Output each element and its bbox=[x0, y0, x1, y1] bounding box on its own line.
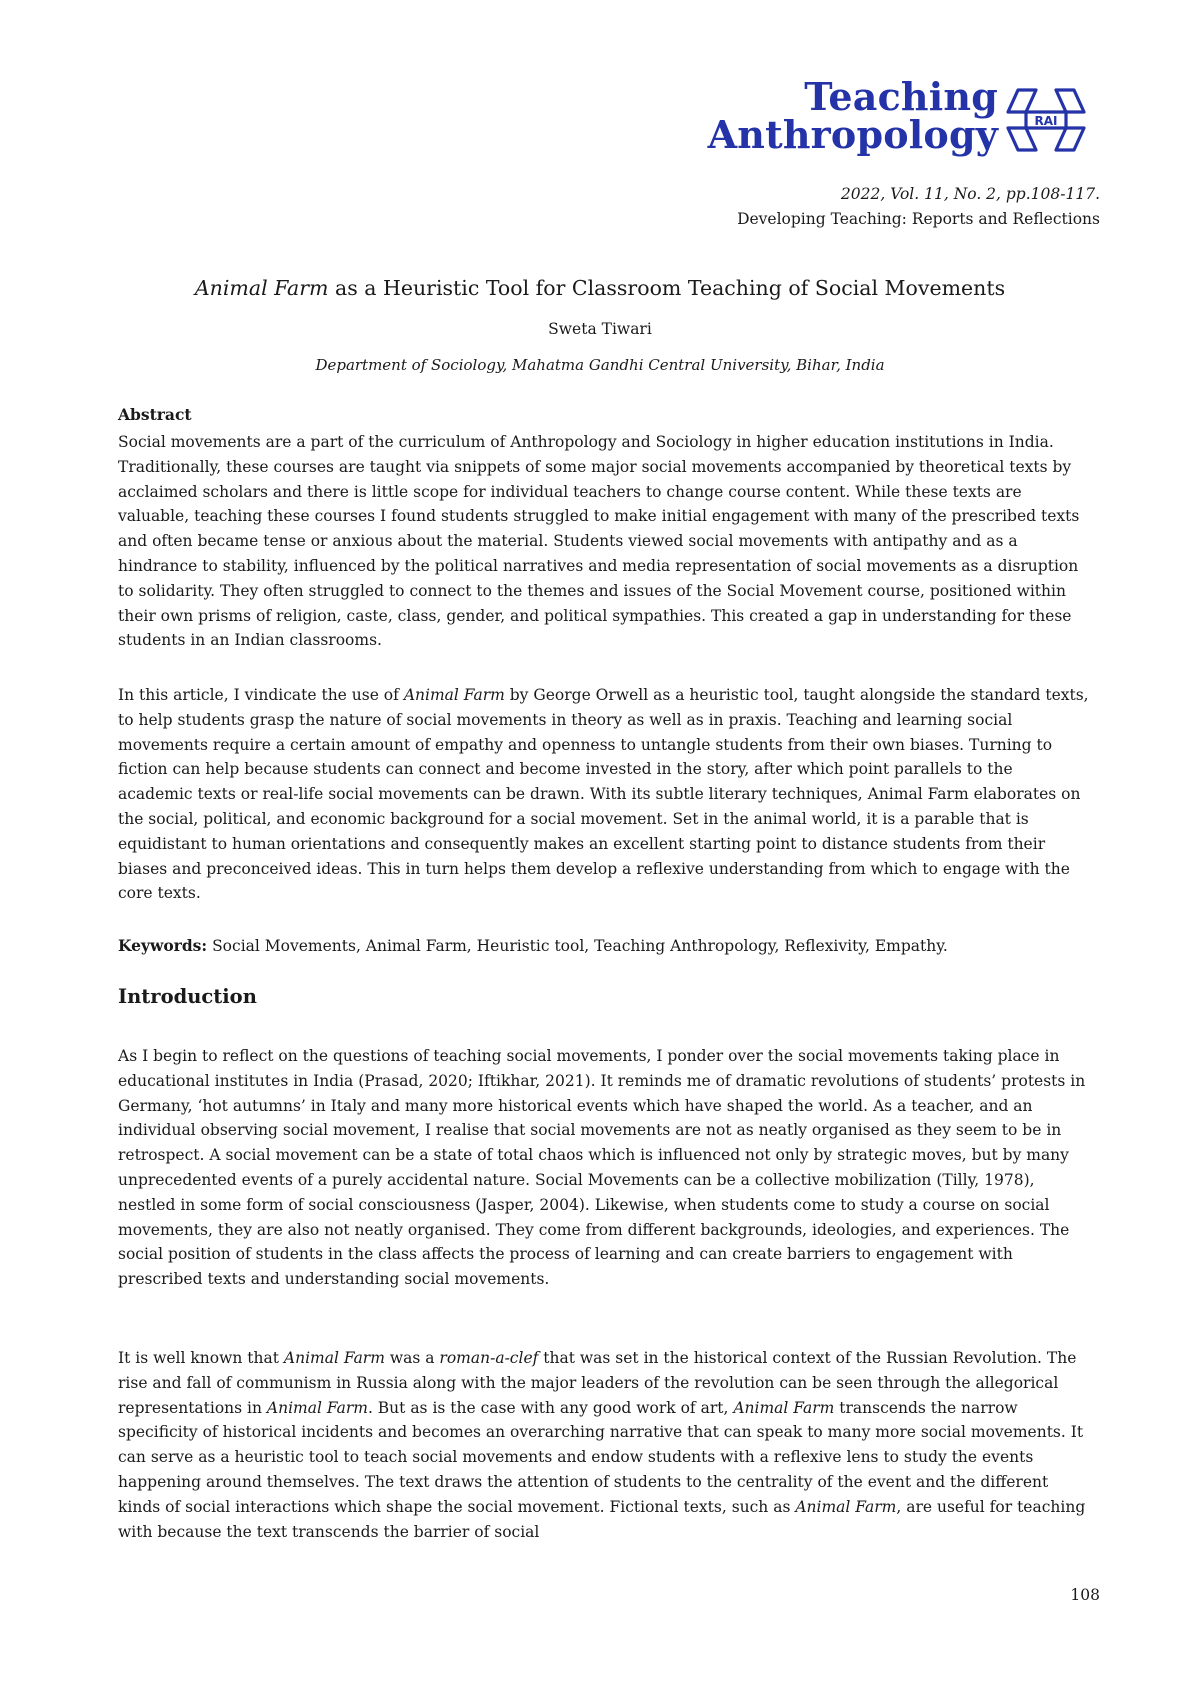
journal-logo bbox=[660, 74, 1100, 164]
keywords-line bbox=[118, 936, 1092, 955]
intro-p2-italic-1: Animal Farm bbox=[283, 1349, 385, 1367]
keywords-text: Social Movements, Animal Farm, Heuristic tool, Teaching Anthropology, Reflexivity, Empathy. bbox=[207, 937, 948, 955]
abstract-p2-italic-title: Animal Farm bbox=[403, 686, 505, 704]
title-rest: as a Heuristic Tool for Classroom Teaching of Social Movements bbox=[328, 276, 1006, 300]
intro-p2-italic-3: Animal Farm bbox=[266, 1398, 368, 1417]
logo-rai-text: RAI bbox=[1034, 114, 1058, 128]
intro-p2-part-g: . But as is the case with any good work of art, bbox=[367, 1398, 734, 1417]
abstract-paragraph-2 bbox=[118, 683, 1092, 906]
intro-p2-italic-4: Animal Farm bbox=[733, 1398, 835, 1417]
intro-p2-part-a: It is well known that bbox=[118, 1349, 284, 1367]
title-italic-part: Animal Farm bbox=[194, 276, 329, 300]
abstract-heading: Abstract bbox=[118, 405, 192, 424]
intro-p2-text bbox=[118, 1346, 1092, 1544]
abstract-p1-text: Social movements are a part of the curriculum of Anthropology and Sociology in higher education institutions in India. Traditionally, these courses are taught via snippets of some major social movements accompanied by theoretical texts by acclaimed scholars and there is little scope for individual teachers to change course content. While these texts are valuable, teaching these courses I found students struggled to make initial engagement with many of the prescribed texts and often became tense or anxious about the material. Students viewed social movements with antipathy and as a hindrance to stability, influenced by the political narratives and media representation of social movements as a disruption to solidarity. They often struggled to connect to the themes and issues of the Social Movement course, positioned within their own prisms of religion, caste, class, gender, and political sympathies. This created a gap in understanding for these students in an Indian classrooms. bbox=[118, 433, 1080, 650]
journal-name-line1: Teaching bbox=[804, 74, 998, 119]
journal-name-line2: Anthropology bbox=[707, 112, 998, 157]
intro-paragraph-2 bbox=[118, 1346, 1092, 1544]
citation-block bbox=[737, 182, 1100, 232]
page-number: 108 bbox=[1070, 1586, 1100, 1604]
intro-paragraph-1 bbox=[118, 1044, 1092, 1292]
intro-p2-part-e: that was set in the historical context of the Russian Revolution. The rise and fall of communism in Russia along with the major leaders of the revolution can be seen through the allegorical representations in bbox=[118, 1349, 1077, 1417]
author-name: Sweta Tiwari bbox=[548, 320, 652, 338]
intro-p2-italic-5: Animal Farm bbox=[795, 1497, 897, 1516]
intro-p1-text: As I begin to reflect on the questions of teaching social movements, I ponder over the social movements taking place in educational institutes in India (Prasad, 2020; Iftikhar, 2021). It reminds me of dramatic revolutions of students’ protests in Germany, ‘hot autumns’ in Italy and many more historical events which have shaped the world. As a teacher, and an individual observing social movement, I realise that social movements are not as neatly organised as they seem to be in retrospect. A social movement can be a state of total chaos which is influenced not only by strategic moves, but by many unprecedented events of a purely accidental nature. Social Movements can be a collective mobilization (Tilly, 1978), nestled in some form of social consciousness (Jasper, 2004). Likewise, when students come to study a course on social movements, they are also not neatly organised. They come from different backgrounds, ideologies, and experiences. The social position of students in the class affects the process of learning and can create barriers to engagement with prescribed texts and understanding social movements. bbox=[118, 1047, 1086, 1289]
article-title bbox=[100, 276, 1100, 300]
intro-p2-part-i: transcends the narrow specificity of historical incidents and becomes an overarching narrative that can speak to many more social movements. It can serve as a heuristic tool to teach social movements and endow students with a reflexive lens to study the events happening around themselves. The text draws the attention of students to the centrality of the event and the different kinds of social interactions which shape the social movement. Fictional texts, such as bbox=[118, 1398, 1084, 1516]
citation-section: Developing Teaching: Reports and Reflections bbox=[737, 210, 1100, 228]
abstract-paragraph-1 bbox=[118, 430, 1092, 653]
rai-logo-icon bbox=[1002, 82, 1090, 158]
author-affiliation: Department of Sociology, Mahatma Gandhi Central University, Bihar, India bbox=[315, 356, 885, 374]
journal-name bbox=[707, 74, 998, 157]
abstract-p2-text bbox=[118, 683, 1092, 906]
abstract-p2-part-c: by George Orwell as a heuristic tool, taught alongside the standard texts, to help students grasp the nature of social movements in theory as well as in praxis. Teaching and learning social movements require a certain amount of empathy and openness to untangle students from their own biases. Turning to fiction can help because students can connect and become invested in the story, after which point parallels to the academic texts or real-life social movements can be drawn. With its subtle literary techniques, Animal Farm elaborates on the social, political, and economic background for a social movement. Set in the animal world, it is a parable that is equidistant to human orientations and consequently makes an excellent starting point to distance students from their biases and preconceived ideas. This in turn helps them develop a reflexive understanding from which to engage with the core texts. bbox=[118, 686, 1089, 903]
intro-p2-part-k: , are useful for teaching with because the text transcends the barrier of social bbox=[118, 1497, 1086, 1541]
intro-p2-part-c: was a bbox=[384, 1349, 440, 1367]
intro-p2-italic-2: roman-a-clef bbox=[439, 1349, 539, 1367]
introduction-heading: Introduction bbox=[118, 985, 257, 1008]
keywords-label: Keywords: bbox=[118, 936, 208, 955]
abstract-p2-part-a: In this article, I vindicate the use of bbox=[118, 686, 404, 704]
citation-volume: 2022, Vol. 11, No. 2, pp.108-117. bbox=[840, 185, 1100, 203]
